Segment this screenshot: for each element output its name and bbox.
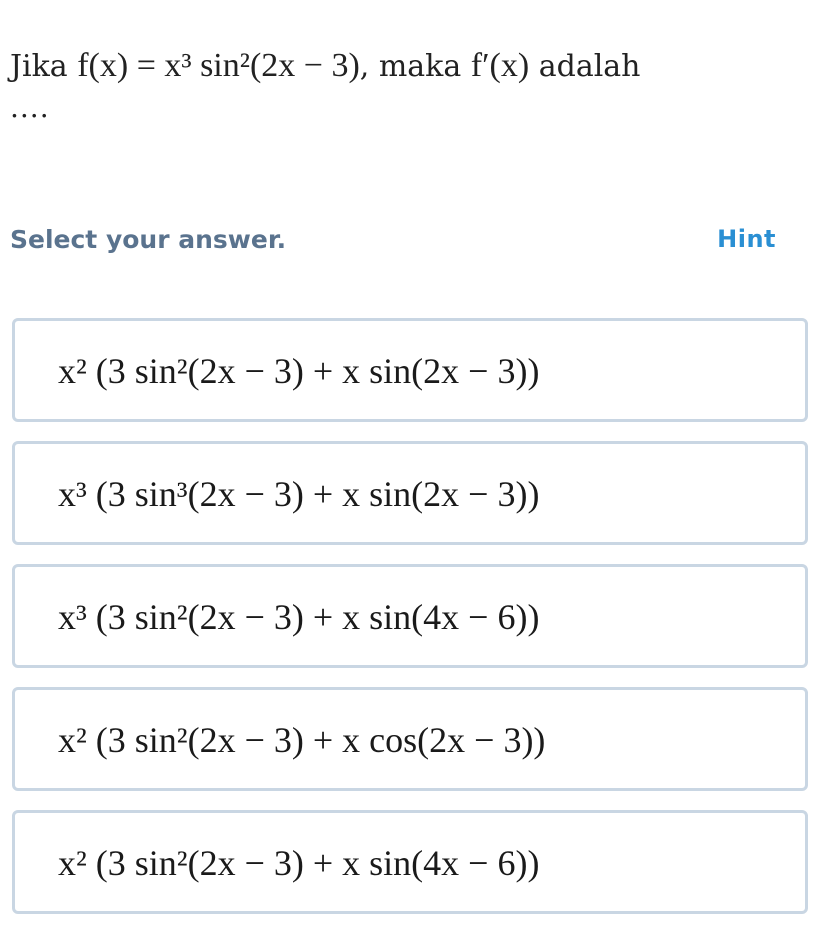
answer-option-1[interactable] <box>12 318 808 422</box>
answer-option-label: x³ (3 sin²(2x − 3) + x sin(4x − 6)) <box>58 597 540 637</box>
answer-option-4[interactable] <box>12 687 808 791</box>
answer-option-label: x³ (3 sin³(2x − 3) + x sin(2x − 3)) <box>58 474 540 514</box>
select-answer-label: Select your answer. <box>10 225 287 254</box>
answer-options <box>12 318 808 933</box>
hint-link[interactable]: Hint <box>717 225 776 253</box>
answer-option-label: x² (3 sin²(2x − 3) + x sin(4x − 6)) <box>58 843 540 883</box>
question-lead: Jika <box>10 49 78 84</box>
answer-option-5[interactable] <box>12 810 808 914</box>
answer-prompt-row <box>10 225 780 259</box>
question-tail: adalah <box>529 49 641 84</box>
question-text <box>10 40 805 123</box>
answer-option-3[interactable] <box>12 564 808 668</box>
derivative-expression: f′(x) <box>470 47 530 84</box>
answer-option-label: x² (3 sin²(2x − 3) + x cos(2x − 3)) <box>58 720 546 760</box>
function-expression: f(x) = x³ sin²(2x − 3) <box>77 47 360 84</box>
answer-option-label: x² (3 sin²(2x − 3) + x sin(2x − 3)) <box>58 351 540 391</box>
question-middle: , maka <box>359 49 471 84</box>
question-ellipsis: .... <box>10 91 50 124</box>
answer-option-2[interactable] <box>12 441 808 545</box>
